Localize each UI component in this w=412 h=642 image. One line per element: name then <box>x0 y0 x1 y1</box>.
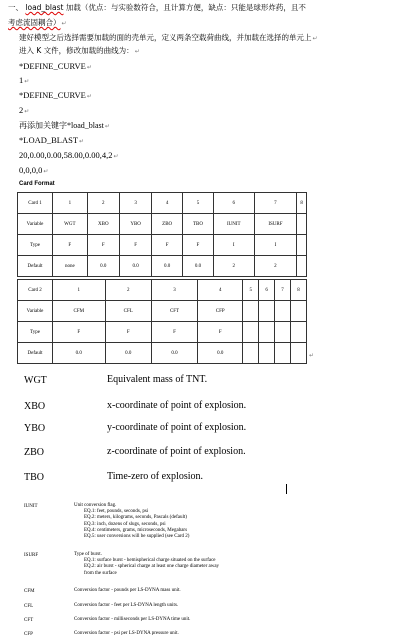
isurf-desc: Type of burst. EQ.1: surface burst - hemispherical charge situated on the surface EQ.2: air burst - spherical charge at least one charge diameter away from the surface <box>74 552 220 576</box>
def-key-xbo: XBO <box>24 401 46 412</box>
def-desc-xbo: x-coordinate of point of explosion. <box>107 400 247 411</box>
text-cursor <box>286 484 287 494</box>
intro-line-1 <box>8 3 306 12</box>
card2-table <box>17 279 307 364</box>
card1-variable-row: Variable WGT XBO YBO ZBO TBO IUNIT ISURF <box>18 214 307 235</box>
code-line-3: *DEFINE_CURVE↵ <box>19 90 92 100</box>
paragraph-mark-icon: ↵ <box>61 20 67 27</box>
cfm-desc: Conversion factor - pounds per LS-DYNA mass unit. <box>74 588 181 593</box>
intro-line1-rest: 加载（优点：与实验数符合，且计算方便，缺点：只能是球形炸药，且不 <box>63 3 306 12</box>
card2-type-row: Type F F F F <box>18 322 307 343</box>
card-format-title: Card Format <box>19 181 55 187</box>
def-desc-wgt: Equivalent mass of TNT. <box>107 374 208 385</box>
card2-variable-row: Variable CFM CFL CFT CFP <box>18 301 307 322</box>
def-key-tbo: TBO <box>24 472 44 483</box>
intro-line-4: 进入 K 文件，修改加载的曲线为：↵ <box>19 46 140 55</box>
code-line-6: *LOAD_BLAST↵ <box>19 135 85 145</box>
cfl-desc: Conversion factor - feet per LS-DYNA length units. <box>74 603 179 608</box>
intro-line-3: 建好模型之后选择需要加载的面的壳单元，定义两条空载荷曲线，并加载在选择的单元上↵ <box>19 33 318 42</box>
card1-table <box>17 192 307 277</box>
code-line-8: 0,0,0,0↵ <box>19 165 49 175</box>
def-desc-tbo: Time-zero of explosion. <box>107 471 204 482</box>
cfp-desc: Conversion factor - psi per LS-DYNA pressure unit. <box>74 631 179 636</box>
paragraph-mark-icon: ↵ <box>309 352 315 359</box>
code-line-1: *DEFINE_CURVE↵ <box>19 61 92 71</box>
cfm-key: CFM <box>24 589 35 594</box>
iunit-key: IUNIT <box>24 504 38 509</box>
paragraph-mark-icon: ↵ <box>312 35 318 42</box>
cft-key: CFT <box>24 618 34 623</box>
intro-line-2: 考虑流固耦合）↵ <box>8 18 67 27</box>
code-line-4: 2↵ <box>19 105 30 115</box>
cfl-key: CFL <box>24 604 34 609</box>
code-line-7: 20,0.00,0.00,58.00,0.00,4,2↵ <box>19 150 119 160</box>
intro-prefix: 一、 <box>8 3 23 12</box>
def-key-ybo: YBO <box>24 423 46 434</box>
def-key-zbo: ZBO <box>24 447 44 458</box>
card2-header-row: Card 2 1 2 3 4 5 6 7 8 <box>18 280 307 301</box>
card1-header-row: Card 1 1 2 3 4 5 6 7 8 <box>18 193 307 214</box>
def-desc-ybo: y-coordinate of point of explosion. <box>107 422 247 433</box>
card1-type-row: Type F F F F F I I <box>18 235 307 256</box>
isurf-key: ISURF <box>24 553 39 558</box>
iunit-desc: Unit conversion flag. EQ.1: feet, pounds, seconds, psi EQ.2: meters, kilograms, seconds, Pascals (default) EQ.3: inch, dozens of slugs, seconds, psi EQ.4: centimeters, grams, microseconds, Megabars EQ.5: user conversions will be supplied (see Card 2) <box>74 503 190 540</box>
card1-default-row: Default none 0.0 0.0 0.0 0.0 2 2 <box>18 256 307 277</box>
paragraph-mark-icon: ↵ <box>134 48 140 55</box>
code-line-2: 1↵ <box>19 75 30 85</box>
def-key-wgt: WGT <box>24 375 47 386</box>
cft-desc: Conversion factor - milliseconds per LS-DYNA time unit. <box>74 617 191 622</box>
cfp-key: CFP <box>24 632 33 637</box>
intro-keyword: load_blast <box>25 3 64 12</box>
code-line-5: 再添加关键字*load_blast↵ <box>19 121 110 130</box>
def-desc-zbo: z-coordinate of point of explosion. <box>107 446 246 457</box>
card2-default-row: Default 0.0 0.0 0.0 0.0 <box>18 343 307 364</box>
